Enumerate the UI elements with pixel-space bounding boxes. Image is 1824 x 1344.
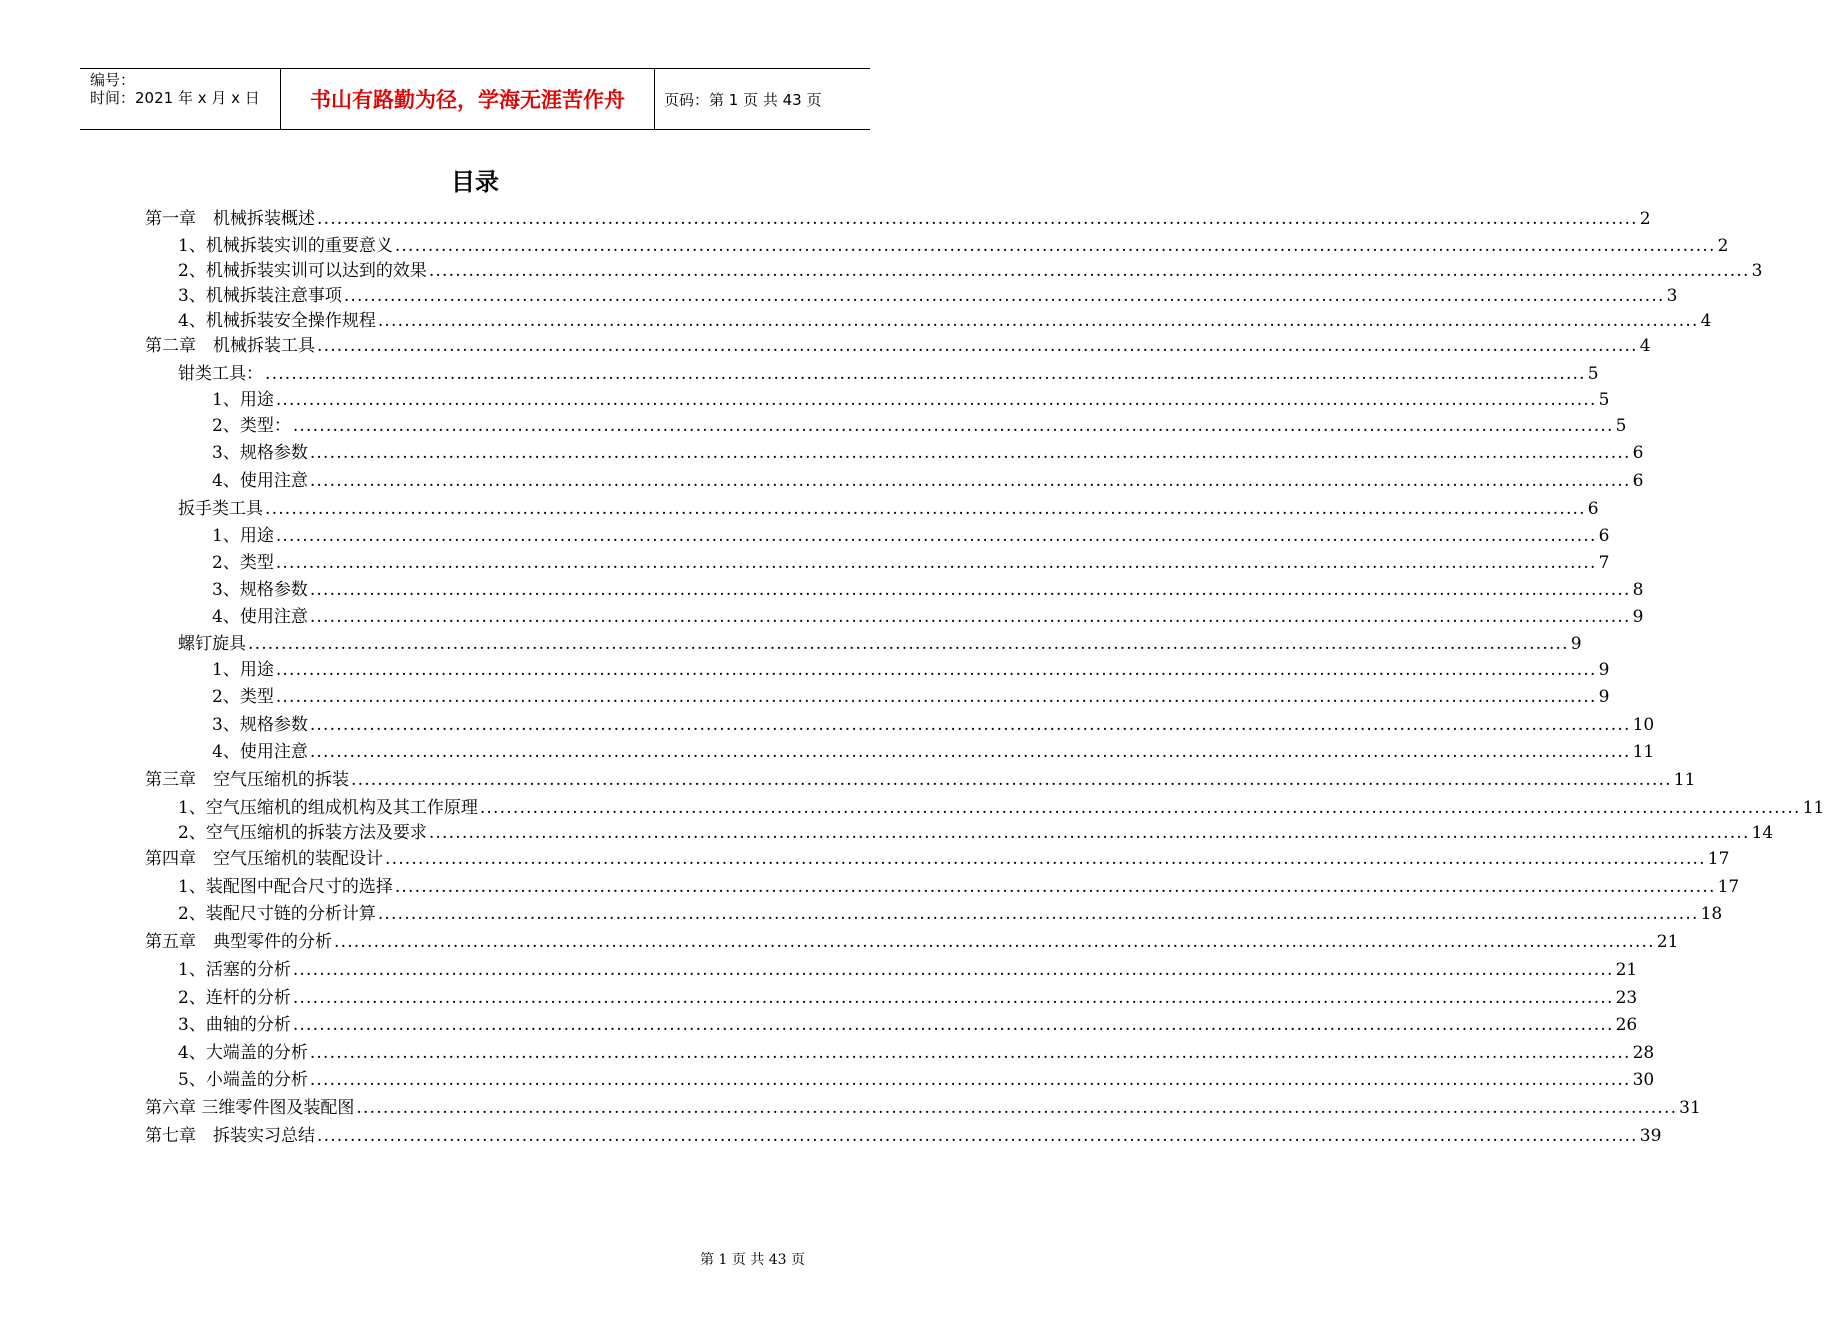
- toc-dot-leader: ........................................................................................................................................................................................................: [309, 742, 1631, 762]
- toc-entry[interactable]: [212, 469, 1644, 493]
- toc-dot-leader: ........................................................................................................................................................................................................: [428, 261, 1750, 281]
- toc-entry-page: 2: [1639, 209, 1651, 229]
- toc-entry-label: 1、用途: [212, 390, 274, 410]
- toc-entry-label: 2、装配尺寸链的分析计算: [178, 904, 376, 924]
- document-date-label: 时间：2021 年 x 月 x 日: [90, 89, 260, 107]
- toc-entry-page: 11: [1632, 742, 1655, 762]
- toc-entry[interactable]: [145, 847, 1730, 871]
- toc-entry[interactable]: [145, 1096, 1701, 1120]
- toc-entry-page: 9: [1570, 634, 1582, 654]
- toc-entry[interactable]: [178, 497, 1599, 521]
- toc-entry-page: 14: [1751, 823, 1774, 843]
- toc-entry[interactable]: [212, 658, 1610, 682]
- toc-entry-page: 30: [1632, 1070, 1655, 1090]
- toc-dot-leader: ........................................................................................................................................................................................................: [377, 311, 1699, 331]
- toc-dot-leader: ........................................................................................................................................................................................................: [275, 526, 1597, 546]
- toc-entry[interactable]: [178, 958, 1638, 982]
- toc-entry-label: 3、规格参数: [212, 580, 308, 600]
- header-motto: 书山有路勤为径，学海无涯苦作舟: [310, 88, 625, 112]
- toc-entry-page: 17: [1707, 849, 1730, 869]
- toc-entry[interactable]: [178, 875, 1740, 899]
- toc-dot-leader: ........................................................................................................................................................................................................: [356, 1098, 1678, 1118]
- toc-entry-page: 17: [1717, 877, 1740, 897]
- toc-entry-page: 28: [1632, 1043, 1655, 1063]
- toc-entry-label: 第一章 机械拆装概述: [145, 209, 315, 229]
- toc-dot-leader: ........................................................................................................................................................................................................: [292, 1015, 1614, 1035]
- toc-entry[interactable]: [212, 685, 1610, 709]
- toc-entry-page: 26: [1615, 1015, 1638, 1035]
- toc-dot-leader: ........................................................................................................................................................................................................: [275, 687, 1597, 707]
- toc-entry[interactable]: [212, 713, 1655, 737]
- toc-entry-label: 4、使用注意: [212, 607, 308, 627]
- toc-entry-page: 23: [1615, 988, 1638, 1008]
- toc-entry-page: 6: [1598, 526, 1610, 546]
- toc-entry-label: 2、类型: [212, 687, 274, 707]
- toc-entry[interactable]: [212, 740, 1655, 764]
- toc-entry[interactable]: [178, 362, 1599, 386]
- toc-entry-page: 11: [1802, 798, 1824, 818]
- toc-entry[interactable]: [145, 1124, 1662, 1148]
- document-number-label: 编号：: [90, 71, 136, 89]
- toc-entry[interactable]: [178, 309, 1712, 333]
- toc-entry-page: 7: [1598, 553, 1610, 573]
- toc-entry-page: 8: [1632, 580, 1644, 600]
- toc-entry[interactable]: [212, 605, 1644, 629]
- toc-entry[interactable]: [178, 632, 1582, 656]
- toc-dot-leader: ........................................................................................................................................................................................................: [265, 499, 1586, 519]
- toc-dot-leader: ........................................................................................................................................................................................................: [394, 877, 1716, 897]
- toc-entry-page: 5: [1587, 364, 1599, 384]
- toc-entry[interactable]: [178, 1013, 1638, 1037]
- toc-dot-leader: ........................................................................................................................................................................................................: [309, 580, 1631, 600]
- toc-entry-label: 2、空气压缩机的拆装方法及要求: [178, 823, 427, 843]
- toc-entry-label: 2、连杆的分析: [178, 988, 291, 1008]
- toc-entry-page: 9: [1598, 660, 1610, 680]
- toc-entry-page: 2: [1717, 236, 1729, 256]
- toc-entry-label: 1、活塞的分析: [178, 960, 291, 980]
- toc-entry-label: 1、装配图中配合尺寸的选择: [178, 877, 393, 897]
- toc-dot-leader: ........................................................................................................................................................................................................: [309, 1070, 1631, 1090]
- toc-entry[interactable]: [212, 414, 1627, 438]
- toc-entry-page: 39: [1639, 1126, 1662, 1146]
- toc-entry-page: 18: [1700, 904, 1723, 924]
- toc-dot-leader: ........................................................................................................................................................................................................: [479, 798, 1801, 818]
- toc-entry-page: 5: [1598, 390, 1610, 410]
- toc-entry-label: 3、机械拆装注意事项: [178, 286, 342, 306]
- toc-dot-leader: ........................................................................................................................................................................................................: [428, 823, 1750, 843]
- toc-dot-leader: ........................................................................................................................................................................................................: [309, 471, 1631, 491]
- toc-dot-leader: ........................................................................................................................................................................................................: [343, 286, 1665, 306]
- toc-dot-leader: ........................................................................................................................................................................................................: [248, 634, 1569, 654]
- toc-entry[interactable]: [178, 284, 1678, 308]
- toc-entry-label: 螺钉旋具: [178, 634, 246, 654]
- toc-entry-page: 11: [1673, 770, 1696, 790]
- toc-entry-label: 1、用途: [212, 660, 274, 680]
- toc-dot-leader: ........................................................................................................................................................................................................: [275, 390, 1597, 410]
- toc-entry[interactable]: [212, 524, 1610, 548]
- toc-entry-label: 第四章 空气压缩机的装配设计: [145, 849, 383, 869]
- header-page-info: 页码：第 1 页 共 43 页: [664, 90, 822, 109]
- toc-entry[interactable]: [145, 768, 1696, 792]
- toc-dot-leader: ........................................................................................................................................................................................................: [275, 660, 1597, 680]
- toc-entry[interactable]: [178, 986, 1638, 1010]
- toc-entry-label: 第六章 三维零件图及装配图: [145, 1098, 355, 1118]
- toc-dot-leader: ........................................................................................................................................................................................................: [275, 553, 1597, 573]
- toc-dot-leader: ........................................................................................................................................................................................................: [377, 904, 1699, 924]
- toc-entry-label: 4、使用注意: [212, 742, 308, 762]
- toc-entry-page: 10: [1632, 715, 1655, 735]
- toc-entry[interactable]: [145, 930, 1679, 954]
- toc-entry-label: 1、空气压缩机的组成机构及其工作原理: [178, 798, 478, 818]
- toc-entry[interactable]: [145, 207, 1651, 231]
- toc-entry[interactable]: [178, 821, 1774, 845]
- toc-dot-leader: ........................................................................................................................................................................................................: [317, 336, 1638, 356]
- toc-entry[interactable]: [178, 796, 1824, 820]
- toc-entry-page: 4: [1639, 336, 1651, 356]
- toc-dot-leader: ........................................................................................................................................................................................................: [309, 1043, 1631, 1063]
- toc-dot-leader: ........................................................................................................................................................................................................: [309, 715, 1631, 735]
- toc-entry-label: 2、类型: [212, 553, 274, 573]
- toc-dot-leader: ........................................................................................................................................................................................................: [292, 416, 1614, 436]
- toc-entry[interactable]: [212, 551, 1610, 575]
- toc-dot-leader: ........................................................................................................................................................................................................: [317, 1126, 1638, 1146]
- toc-entry-label: 5、小端盖的分析: [178, 1070, 308, 1090]
- toc-entry-page: 21: [1656, 932, 1679, 952]
- toc-entry-label: 3、规格参数: [212, 715, 308, 735]
- toc-dot-leader: ........................................................................................................................................................................................................: [385, 849, 1706, 869]
- toc-entry-page: 3: [1751, 261, 1763, 281]
- toc-dot-leader: ........................................................................................................................................................................................................: [292, 960, 1614, 980]
- toc-entry-label: 第二章 机械拆装工具: [145, 336, 315, 356]
- toc-entry-page: 6: [1632, 471, 1644, 491]
- toc-entry-label: 4、使用注意: [212, 471, 308, 491]
- toc-entry-label: 3、规格参数: [212, 443, 308, 463]
- toc-entry-label: 2、类型：: [212, 416, 291, 436]
- toc-dot-leader: ........................................................................................................................................................................................................: [265, 364, 1586, 384]
- toc-entry[interactable]: [145, 334, 1651, 358]
- toc-entry[interactable]: [212, 441, 1644, 465]
- toc-entry-page: 3: [1666, 286, 1678, 306]
- toc-entry-label: 扳手类工具: [178, 499, 263, 519]
- toc-entry-label: 1、用途: [212, 526, 274, 546]
- toc-entry-page: 9: [1632, 607, 1644, 627]
- toc-entry-page: 6: [1587, 499, 1599, 519]
- toc-entry[interactable]: [178, 1041, 1655, 1065]
- toc-entry-label: 第五章 典型零件的分析: [145, 932, 332, 952]
- toc-entry-page: 6: [1632, 443, 1644, 463]
- toc-entry-label: 第七章 拆装实习总结: [145, 1126, 315, 1146]
- toc-dot-leader: ........................................................................................................................................................................................................: [334, 932, 1655, 952]
- toc-entry-label: 4、大端盖的分析: [178, 1043, 308, 1063]
- toc-entry[interactable]: [178, 259, 1763, 283]
- toc-entry-page: 5: [1615, 416, 1627, 436]
- toc-entry-page: 4: [1700, 311, 1712, 331]
- toc-dot-leader: ........................................................................................................................................................................................................: [394, 236, 1716, 256]
- toc-dot-leader: ........................................................................................................................................................................................................: [309, 443, 1631, 463]
- toc-entry-label: 2、机械拆装实训可以达到的效果: [178, 261, 427, 281]
- toc-entry-page: 31: [1679, 1098, 1701, 1118]
- toc-entry-label: 1、机械拆装实训的重要意义: [178, 236, 393, 256]
- toc-entry-label: 3、曲轴的分析: [178, 1015, 291, 1035]
- page-title: 目录: [451, 168, 499, 196]
- toc-entry[interactable]: [212, 388, 1610, 412]
- toc-dot-leader: ........................................................................................................................................................................................................: [292, 988, 1614, 1008]
- page-footer: 第 1 页 共 43 页: [700, 1252, 805, 1268]
- toc-entry[interactable]: [212, 578, 1644, 602]
- toc-entry[interactable]: [178, 1068, 1655, 1092]
- toc-dot-leader: ........................................................................................................................................................................................................: [309, 607, 1631, 627]
- toc-entry-label: 第三章 空气压缩机的拆装: [145, 770, 349, 790]
- toc-entry-page: 9: [1598, 687, 1610, 707]
- toc-entry-page: 21: [1615, 960, 1638, 980]
- toc-entry-label: 钳类工具：: [178, 364, 263, 384]
- toc-entry[interactable]: [178, 902, 1723, 926]
- toc-dot-leader: ........................................................................................................................................................................................................: [317, 209, 1638, 229]
- toc-entry[interactable]: [178, 234, 1729, 258]
- toc-entry-label: 4、机械拆装安全操作规程: [178, 311, 376, 331]
- toc-dot-leader: ........................................................................................................................................................................................................: [351, 770, 1672, 790]
